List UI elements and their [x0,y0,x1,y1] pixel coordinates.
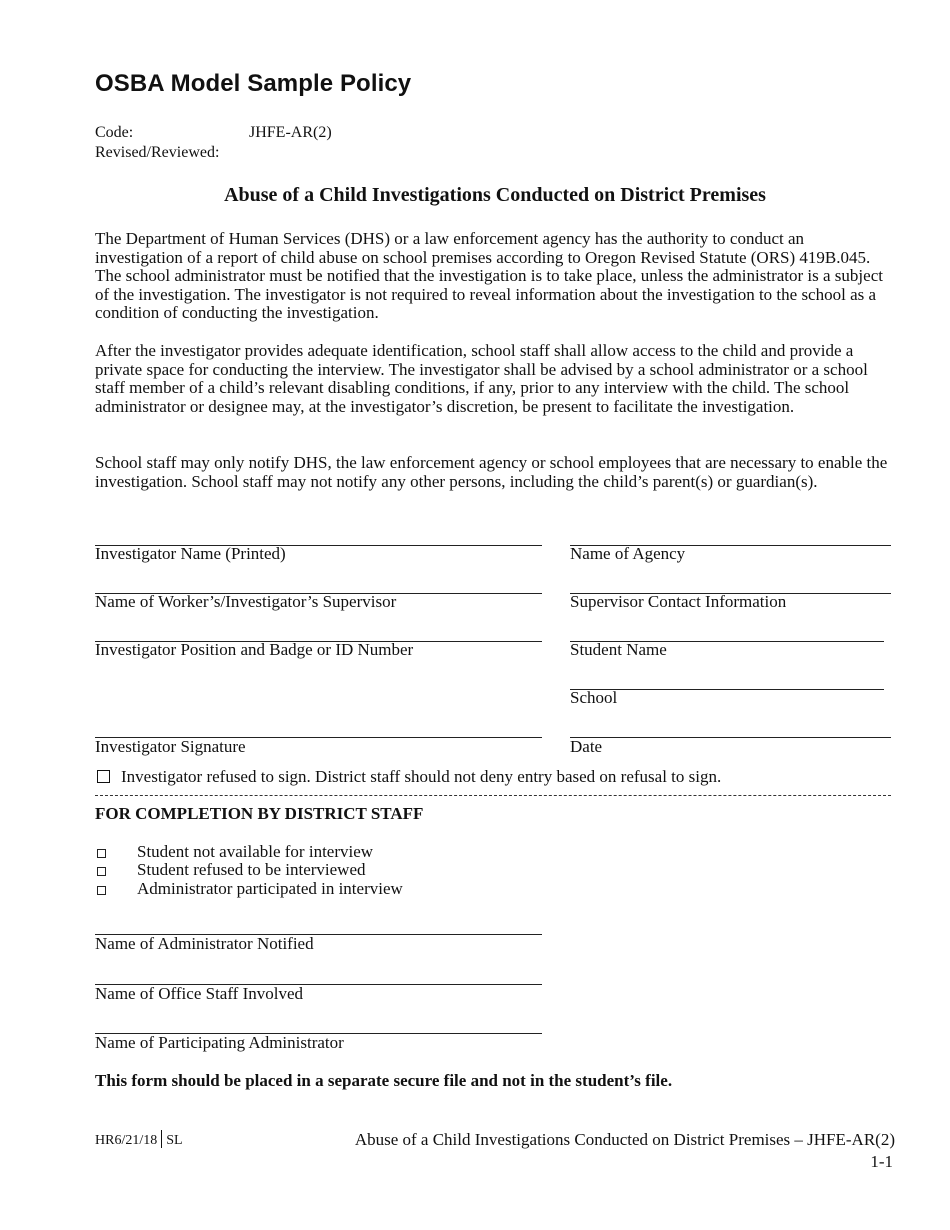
secure-file-note: This form should be placed in a separate secure file and not in the student’s file. [95,1071,673,1090]
header-title: OSBA Model Sample Policy [95,70,412,97]
footer-initials: SL [166,1133,183,1148]
footer-left [95,1130,183,1149]
supervisor-contact-label: Supervisor Contact Information [570,592,787,611]
paragraph-2: After the investigator provides adequate identification, school staff shall allow access to the child and provide a private space for conducting the interview. The investigator shall be advised by a school administrator or a school staff member of a child’s relevant disabling conditions, if any, prior to any interview with the child. The school administrator or designee may, at the investigator’s discretion, be present to facilitate the investigation. [95,341,868,416]
admin-notified-label: Name of Administrator Notified [95,934,314,953]
investigator-name-label: Investigator Name (Printed) [95,544,286,563]
supervisor-name-label: Name of Worker’s/Investigator’s Supervisor [95,592,397,611]
footer-page-number: 1-1 [870,1152,893,1171]
option-refused-checkbox[interactable] [97,867,106,876]
option-admin-participated-checkbox[interactable] [97,886,106,895]
position-badge-label: Investigator Position and Badge or ID Number [95,640,414,659]
document-title: Abuse of a Child Investigations Conducted on District Premises [224,184,766,206]
code-value: JHFE-AR(2) [249,124,332,141]
dashed-divider [95,795,891,796]
option-refused-label: Student refused to be interviewed [137,860,366,879]
option-not-available-label: Student not available for interview [137,842,374,861]
paragraph-1: The Department of Human Services (DHS) or a law enforcement agency has the authority to conduct an investigation of a report of child abuse on school premises according to Oregon Revised Statute (ORS) 419B.045. The school administrator must be notified that the investigation is to take place, unless the administrator is a subject of the investigation. The investigator is not required to reveal information about the investigation to the school as a condition of conducting the investigation. [95,229,883,323]
date-label: Date [570,737,603,756]
footer-separator [161,1130,162,1148]
student-name-label: Student Name [570,640,667,659]
district-staff-heading: FOR COMPLETION BY DISTRICT STAFF [95,804,424,823]
option-not-available-checkbox[interactable] [97,849,106,858]
refused-to-sign-row [97,767,721,787]
date-line[interactable] [570,737,891,738]
footer-title: Abuse of a Child Investigations Conducted on District Premises – JHFE-AR(2) [354,1130,895,1149]
office-staff-label: Name of Office Staff Involved [95,984,304,1003]
footer-code: HR6/21/18 [95,1133,158,1148]
refused-to-sign-checkbox[interactable] [97,770,110,783]
signature-label: Investigator Signature [95,737,246,756]
option-admin-participated-label: Administrator participated in interview [137,879,403,898]
revised-label: Revised/Reviewed: [95,144,220,161]
agency-name-label: Name of Agency [570,544,686,563]
code-label: Code: [95,124,134,141]
paragraph-3: School staff may only notify DHS, the law enforcement agency or school employees that are necessary to enable the investigation. School staff may not notify any other persons, including the child’s parent(s) or guardian(s). [95,453,888,491]
participating-admin-label: Name of Participating Administrator [95,1033,344,1052]
school-label: School [570,688,618,707]
refused-to-sign-label: Investigator refused to sign. District staff should not deny entry based on refusal to sign. [121,767,722,786]
